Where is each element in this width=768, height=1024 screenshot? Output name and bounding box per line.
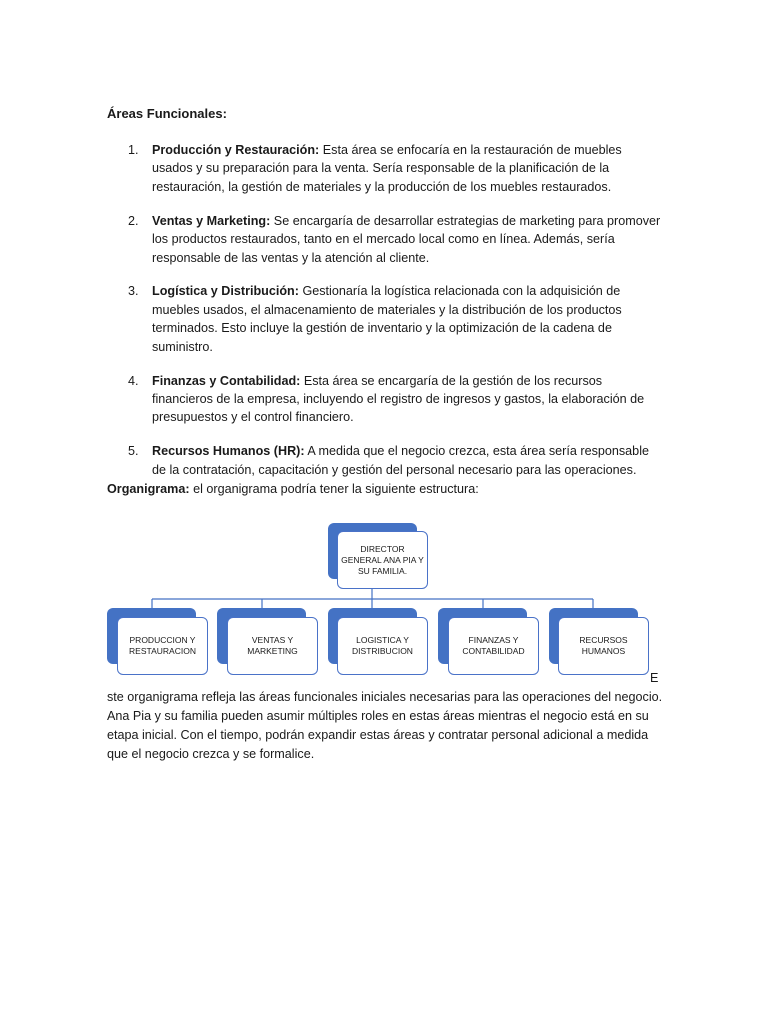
item-title: Logística y Distribución: (152, 284, 299, 299)
item-title: Finanzas y Contabilidad: (152, 373, 301, 388)
org-intro (107, 482, 479, 496)
org-intro-label: Organigrama: (107, 482, 190, 496)
org-box-logistica: LOGISTICA Y DISTRIBUCION (337, 617, 428, 675)
item-text: Esta área se enfocaría en la restauración de muebles usados y su preparación para la venta. Sería responsable de la planificación de la restauración, la gestión de materiales y la producción de los muebles restaurados. (152, 143, 622, 194)
list-item (107, 442, 662, 479)
org-chart (0, 510, 768, 690)
item-number: 2. (128, 213, 139, 228)
item-text: Esta área se encargaría de la gestión de los recursos financieros de la empresa, incluyendo el registro de ingresos y gastos, la elaboración de presupuestos y el control financiero. (152, 373, 645, 425)
org-box-produccion: PRODUCCION Y RESTAURACION (117, 617, 208, 675)
item-number: 5. (128, 444, 139, 459)
list-item (107, 141, 662, 196)
item-title: Recursos Humanos (HR): (152, 444, 305, 459)
list-item (107, 212, 662, 267)
item-text: Se encargaría de desarrollar estrategias de marketing para promover los productos restaurados, tanto en el mercado local como en línea. Además, sería responsable de las ventas y la atención al cliente. (152, 213, 661, 265)
org-box-director: DIRECTOR GENERAL ANA PIA Y SU FAMILIA. (337, 531, 428, 589)
item-title: Ventas y Marketing: (152, 213, 271, 228)
item-number: 3. (128, 284, 139, 299)
item-number: 4. (128, 373, 139, 388)
item-text: Gestionaría la logística relacionada con la adquisición de muebles usados, el almacenamiento de materiales y la distribución de los productos terminados. Esto incluye la gestión de inventario y la optimización de la cadena de suministro. (152, 284, 622, 354)
item-number: 1. (128, 143, 139, 157)
closing-paragraph: ste organigrama refleja las áreas funcionales iniciales necesarias para las operaciones del negocio. Ana Pia y su familia pueden asumir múltiples roles en estas áreas mientras el negocio está en su etapa inicial. Con el tiempo, podrán expandir estas áreas y contratar personal adicional a medida que el negocio crezca y se formalice. (107, 690, 663, 761)
list-item (107, 282, 662, 356)
dropcap-letter: E (650, 671, 659, 685)
item-title: Producción y Restauración: (152, 143, 320, 157)
org-box-finanzas: FINANZAS Y CONTABILIDAD (448, 617, 539, 675)
section-heading: Áreas Funcionales: (107, 106, 227, 121)
functional-areas-list (107, 141, 662, 495)
org-intro-text: el organigrama podría tener la siguiente estructura: (189, 482, 479, 496)
org-box-rrhh: RECURSOS HUMANOS (558, 617, 649, 675)
list-item (107, 372, 662, 427)
item-text: A medida que el negocio crezca, esta área sería responsable de la contratación, capacitación y gestión del personal necesario para las operaciones. (152, 444, 649, 477)
org-box-ventas: VENTAS Y MARKETING (227, 617, 318, 675)
